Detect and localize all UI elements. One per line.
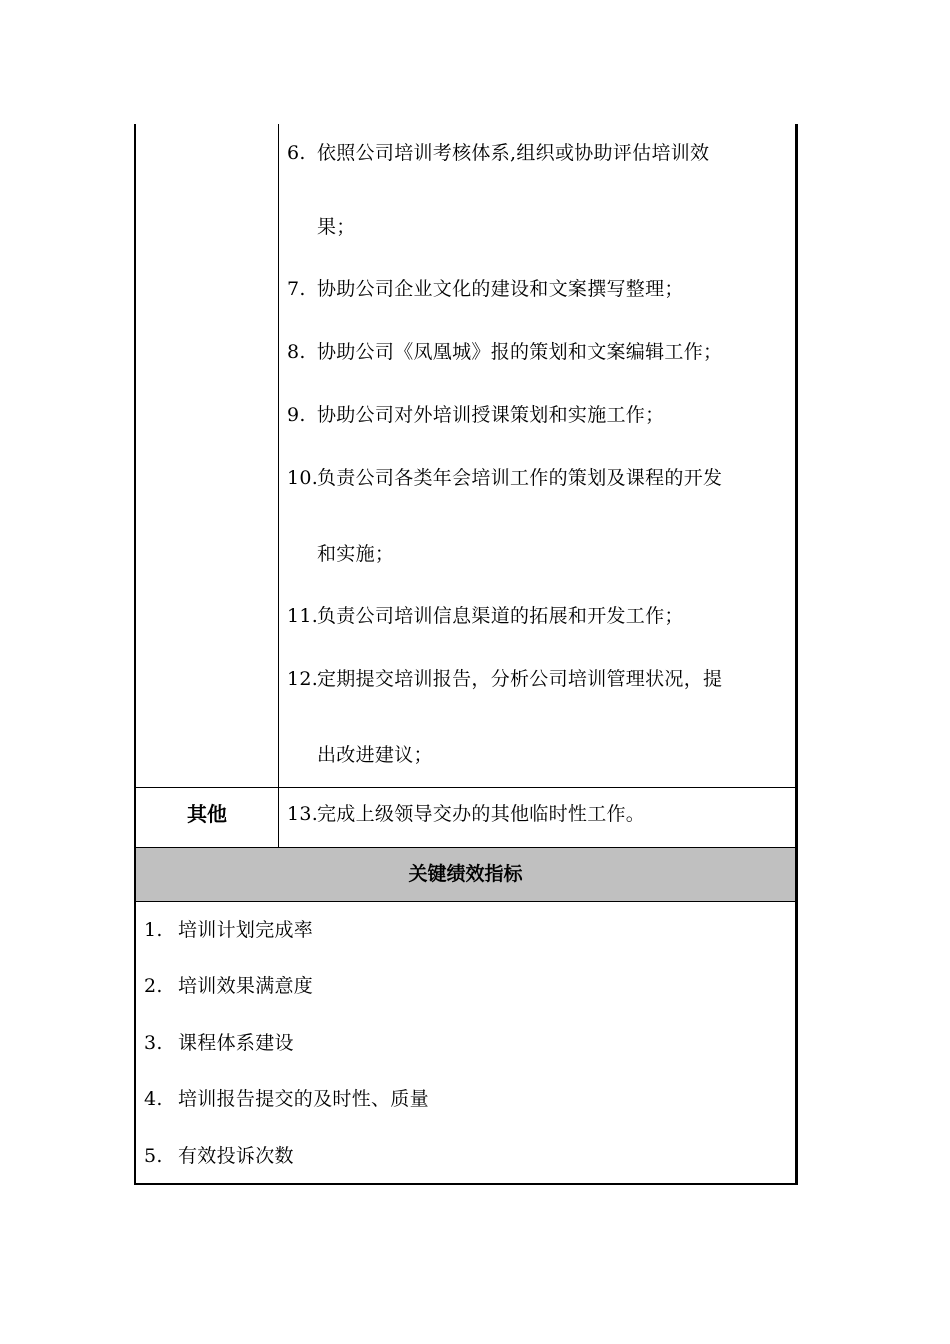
duty-item-7	[287, 277, 684, 301]
duty-text: 负责公司培训信息渠道的拓展和开发工作；	[317, 605, 684, 627]
duty-text: 定期提交培训报告，分析公司培训管理状况，提	[317, 668, 723, 690]
job-description-table	[134, 124, 798, 1185]
kpi-item	[144, 1031, 294, 1055]
kpi-number: 4.	[144, 1088, 163, 1110]
duty-text: 依照公司培训考核体系,组织或协助评估培训效	[317, 142, 710, 164]
column-divider	[278, 124, 279, 847]
duty-item-6-continuation: 果；	[317, 216, 356, 238]
duty-number: 13.	[287, 803, 319, 825]
kpi-text: 有效投诉次数	[178, 1145, 294, 1167]
duty-text: 完成上级领导交办的其他临时性工作。	[317, 803, 646, 825]
duty-item-10	[287, 466, 722, 490]
kpi-item	[144, 974, 313, 998]
kpi-text: 培训效果满意度	[178, 975, 314, 997]
duty-text: 协助公司企业文化的建设和文案撰写整理；	[317, 278, 684, 300]
kpi-text: 课程体系建设	[178, 1032, 294, 1054]
other-label: 其他	[187, 802, 227, 826]
kpi-item	[144, 918, 313, 942]
duty-item-12	[287, 667, 722, 691]
row-separator	[136, 787, 795, 788]
duty-number: 9.	[287, 404, 306, 426]
duty-text: 负责公司各类年会培训工作的策划及课程的开发	[317, 467, 723, 489]
duty-number: 6.	[287, 142, 306, 164]
duty-item-13	[287, 802, 645, 826]
duty-text: 协助公司《凤凰城》报的策划和文案编辑工作；	[317, 341, 723, 363]
duty-text: 协助公司对外培训授课策划和实施工作；	[317, 404, 665, 426]
duty-number: 11.	[287, 605, 319, 627]
kpi-item	[144, 1087, 429, 1111]
duty-number: 7.	[287, 278, 306, 300]
duty-number: 10.	[287, 467, 319, 489]
duty-item-8	[287, 340, 722, 364]
duty-item-12-continuation: 出改进建议；	[317, 744, 433, 766]
kpi-number: 2.	[144, 975, 163, 997]
kpi-number: 5.	[144, 1145, 163, 1167]
duty-item-6	[287, 141, 709, 165]
kpi-item	[144, 1144, 294, 1168]
duty-item-10-continuation: 和实施；	[317, 543, 395, 565]
duty-item-11	[287, 604, 684, 628]
duty-number: 12.	[287, 668, 319, 690]
duty-item-9	[287, 403, 664, 427]
kpi-number: 1.	[144, 919, 163, 941]
kpi-text: 培训报告提交的及时性、质量	[178, 1088, 429, 1110]
kpi-number: 3.	[144, 1032, 163, 1054]
duty-number: 8.	[287, 341, 306, 363]
kpi-section-header: 关键绩效指标	[136, 847, 795, 902]
kpi-text: 培训计划完成率	[178, 919, 314, 941]
